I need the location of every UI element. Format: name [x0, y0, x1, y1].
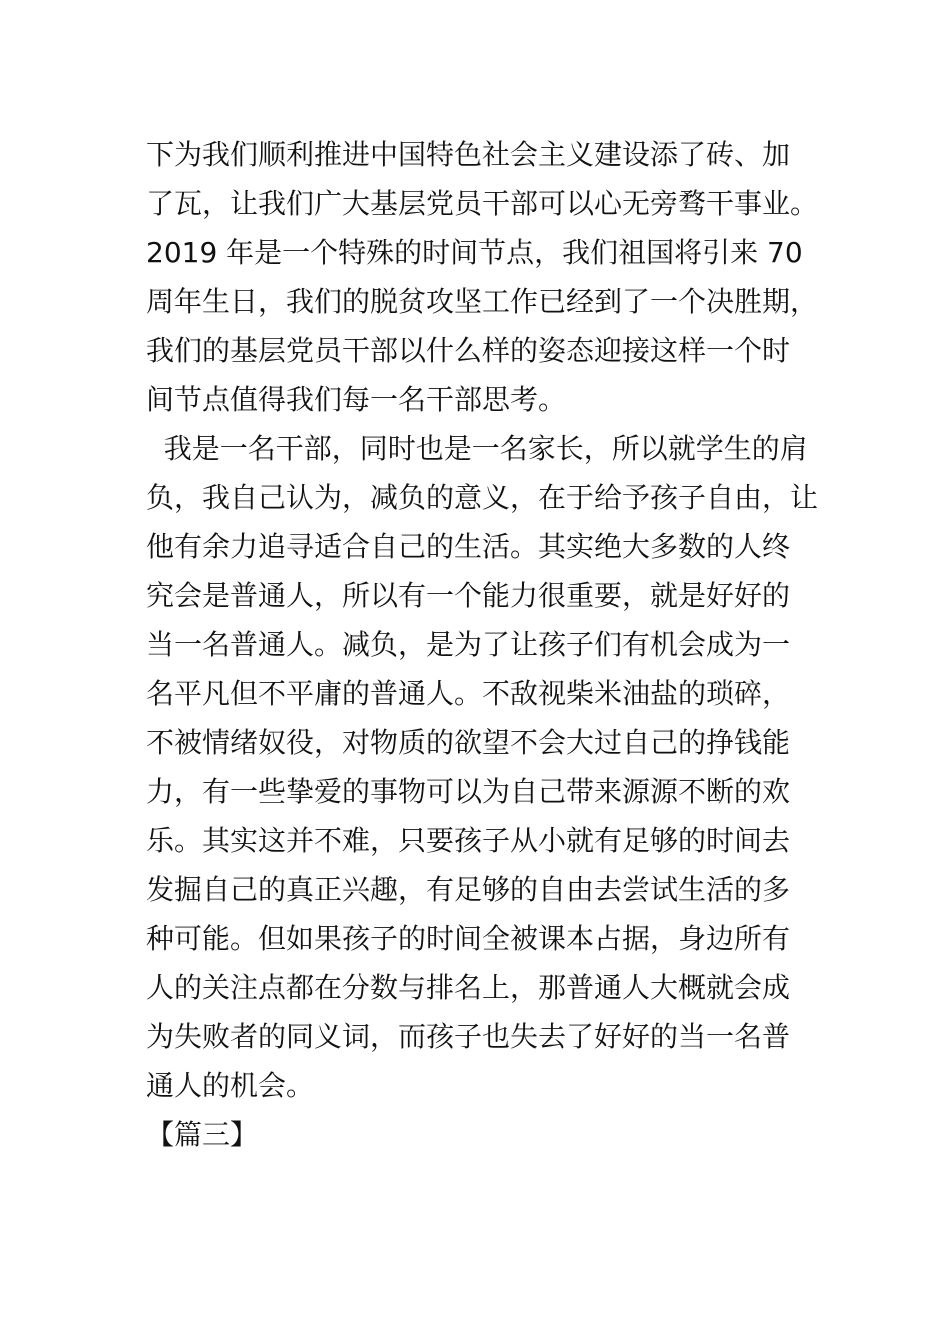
- text-line-8: 负，我自己认为，减负的意义，在于给予孩子自由，让: [146, 481, 819, 514]
- text-line-6: 间节点值得我们每一名干部思考。: [146, 383, 567, 416]
- text-line-12: 名平凡但不平庸的普通人。不敌视柴米油盐的琐碎，: [146, 677, 791, 710]
- text-line-16: 发掘自己的真正兴趣，有足够的自由去尝试生活的多: [146, 873, 791, 906]
- text-line-3: 2019 年是一个特殊的时间节点，我们祖国将引来 70: [146, 236, 803, 269]
- text-line-18: 人的关注点都在分数与排名上，那普通人大概就会成: [146, 971, 791, 1004]
- text-line-2: 了瓦，让我们广大基层党员干部可以心无旁骛干事业。: [146, 187, 819, 220]
- text-line-20: 通人的机会。: [146, 1069, 315, 1102]
- text-line-5: 我们的基层党员干部以什么样的姿态迎接这样一个时: [146, 334, 791, 367]
- text-line-4: 周年生日，我们的脱贫攻坚工作已经到了一个决胜期，: [146, 285, 819, 318]
- text-line-10: 究会是普通人，所以有一个能力很重要，就是好好的: [146, 579, 791, 612]
- text-line-15: 乐。其实这并不难，只要孩子从小就有足够的时间去: [146, 824, 791, 857]
- text-line-1: 下为我们顺利推进中国特色社会主义建设添了砖、加: [146, 138, 791, 171]
- text-line-7: 我是一名干部，同时也是一名家长，所以就学生的肩: [146, 432, 808, 465]
- text-line-11: 当一名普通人。减负，是为了让孩子们有机会成为一: [146, 628, 791, 661]
- text-line-13: 不被情绪奴役，对物质的欲望不会大过自己的挣钱能: [146, 726, 791, 759]
- section-heading: 【篇三】: [146, 1118, 259, 1151]
- text-line-14: 力，有一些挚爱的事物可以为自己带来源源不断的欢: [146, 775, 791, 808]
- document-body: [146, 130, 819, 1159]
- text-line-9: 他有余力追寻适合自己的生活。其实绝大多数的人终: [146, 530, 791, 563]
- text-line-19: 为失败者的同义词，而孩子也失去了好好的当一名普: [146, 1020, 791, 1053]
- text-line-17: 种可能。但如果孩子的时间全被课本占据，身边所有: [146, 922, 791, 955]
